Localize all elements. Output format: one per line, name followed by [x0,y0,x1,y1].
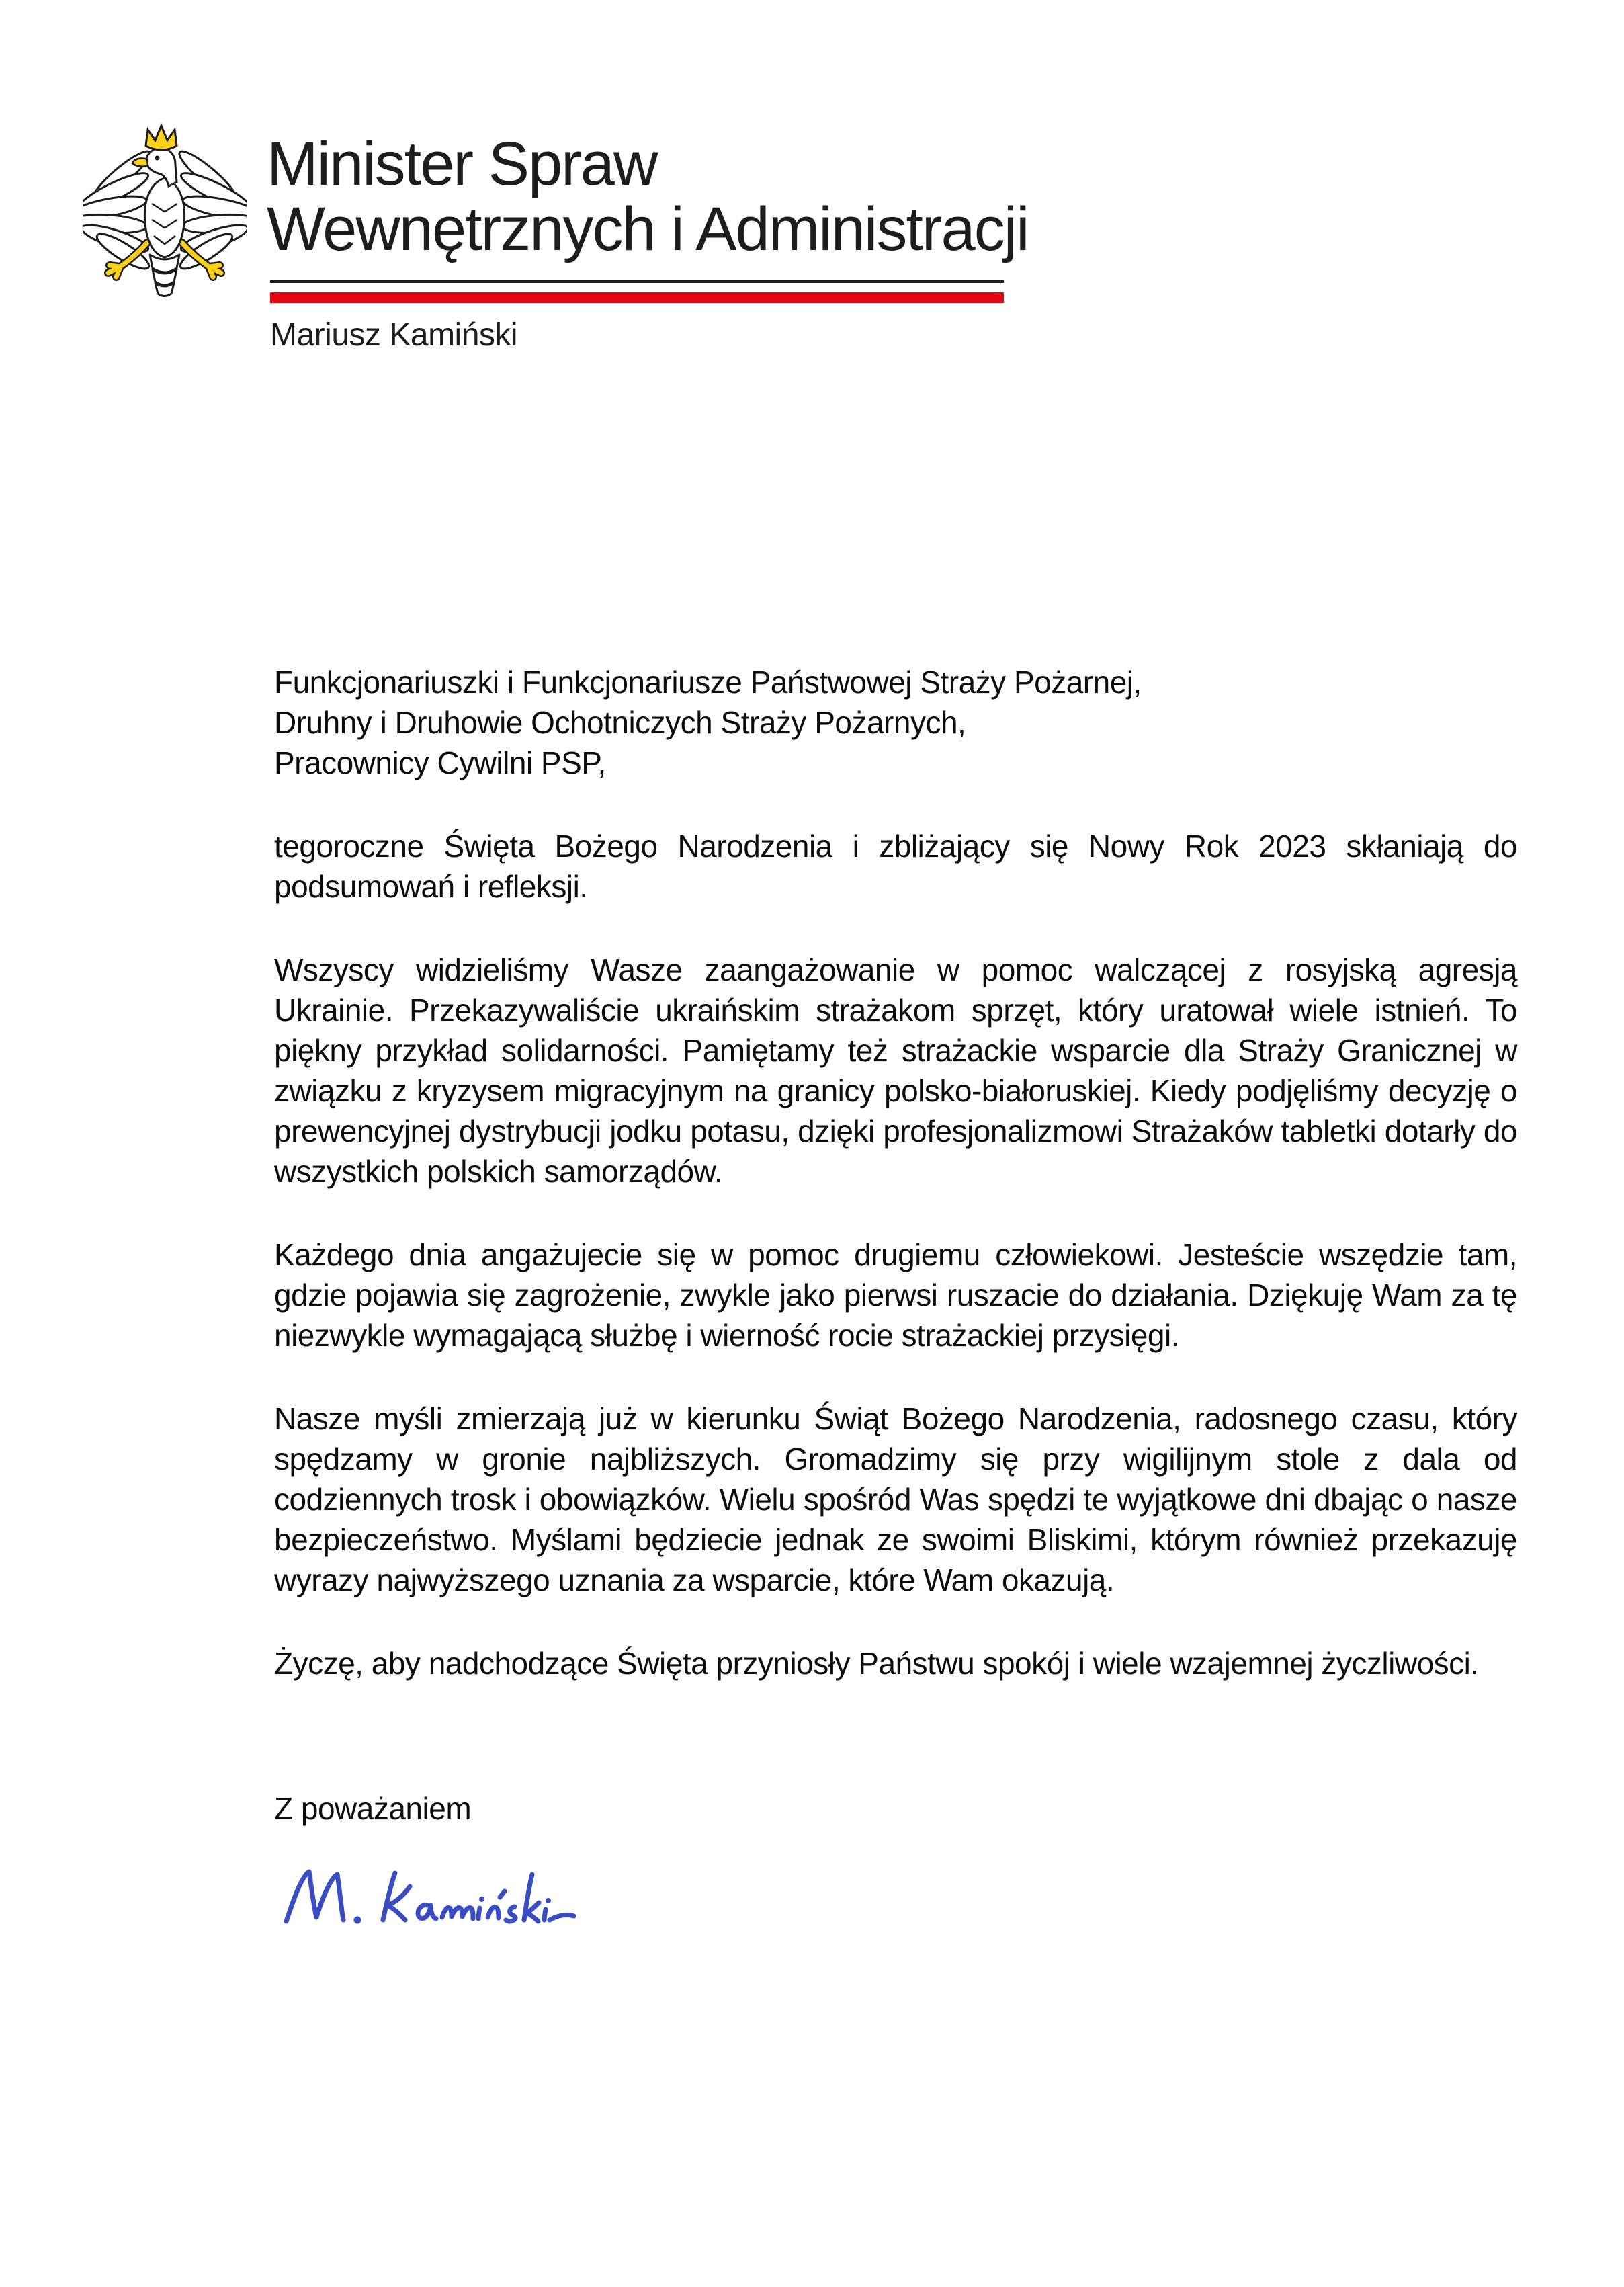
ministry-title-line2: Wewnętrznych i Administracji [267,195,1029,263]
salutation-line: Druhny i Druhowie Ochotniczych Straży Pożarnych, [274,705,966,740]
paragraph-wishes: Życzę, aby nadchodzące Święta przyniosły Państwu spokój i wiele wzajemnej życzliwości. [274,1646,1479,1681]
paragraph-intro: tegoroczne Święta Bożego Narodzenia i zbliżający się Nowy Rok 2023 skłaniają do podsumowań i refleksji. [274,829,1517,904]
ministry-title-line1: Minister Spraw [267,130,657,198]
paragraph-daily-service: Każdego dnia angażujecie się w pomoc drugiemu człowiekowi. Jesteście wszędzie tam, gdzie pojawia się zagrożenie, zwykle jako pierwsi ruszacie do działania. Dziękuję Wam za tę niezwykle wymagającą służbę i wierność rocie strażackiej przysięgi. [274,1237,1517,1353]
ministry-title [267,132,1029,262]
letter-body [274,662,1517,1931]
polish-eagle-emblem [83,122,247,302]
paragraph-christmas: Nasze myśli zmierzają już w kierunku Świąt Bożego Narodzenia, radosnego czasu, który spędzamy w gronie najbliższych. Gromadzimy się przy wigilijnym stole z dala od codziennych trosk i obowiązków. Wielu spośród Was spędzi te wyjątkowe dni dbając o nasze bezpieczeństwo. Myślami będziecie jednak ze swoimi Bliskimi, którym również przekazuję wyrazy najwyższego uznania za wsparcie, które Wam okazują. [274,1401,1517,1597]
paragraph-ukraine-aid: Wszyscy widzieliśmy Wasze zaangażowanie w pomoc walczącej z rosyjską agresją Ukrainie. Przekazywaliście ukraińskim strażakom sprzęt, który uratował wiele istnień. To piękny przykład solidarności. Pamiętamy też strażackie wsparcie dla Straży Granicznej w związku z kryzysem migracyjnym na granicy polsko-białoruskiej. Kiedy podjęliśmy decyzję o prewencyjnej dystrybucji jodku potasu, dzięki profesjonalizmowi Strażaków tabletki dotarły do wszystkich polskich samorządów. [274,952,1517,1189]
divider-red-stripe [270,292,1004,303]
salutation-line: Funkcjonariuszki i Funkcjonariusze Państwowej Straży Pożarnej, [274,665,1142,700]
signature-handwritten [278,1864,641,1931]
salutation [274,662,1517,783]
salutation-line: Pracownicy Cywilni PSP, [274,745,606,780]
divider-line [270,280,1004,283]
minister-name: Mariusz Kamiński [270,317,518,353]
closing: Z poważaniem [274,1791,472,1826]
